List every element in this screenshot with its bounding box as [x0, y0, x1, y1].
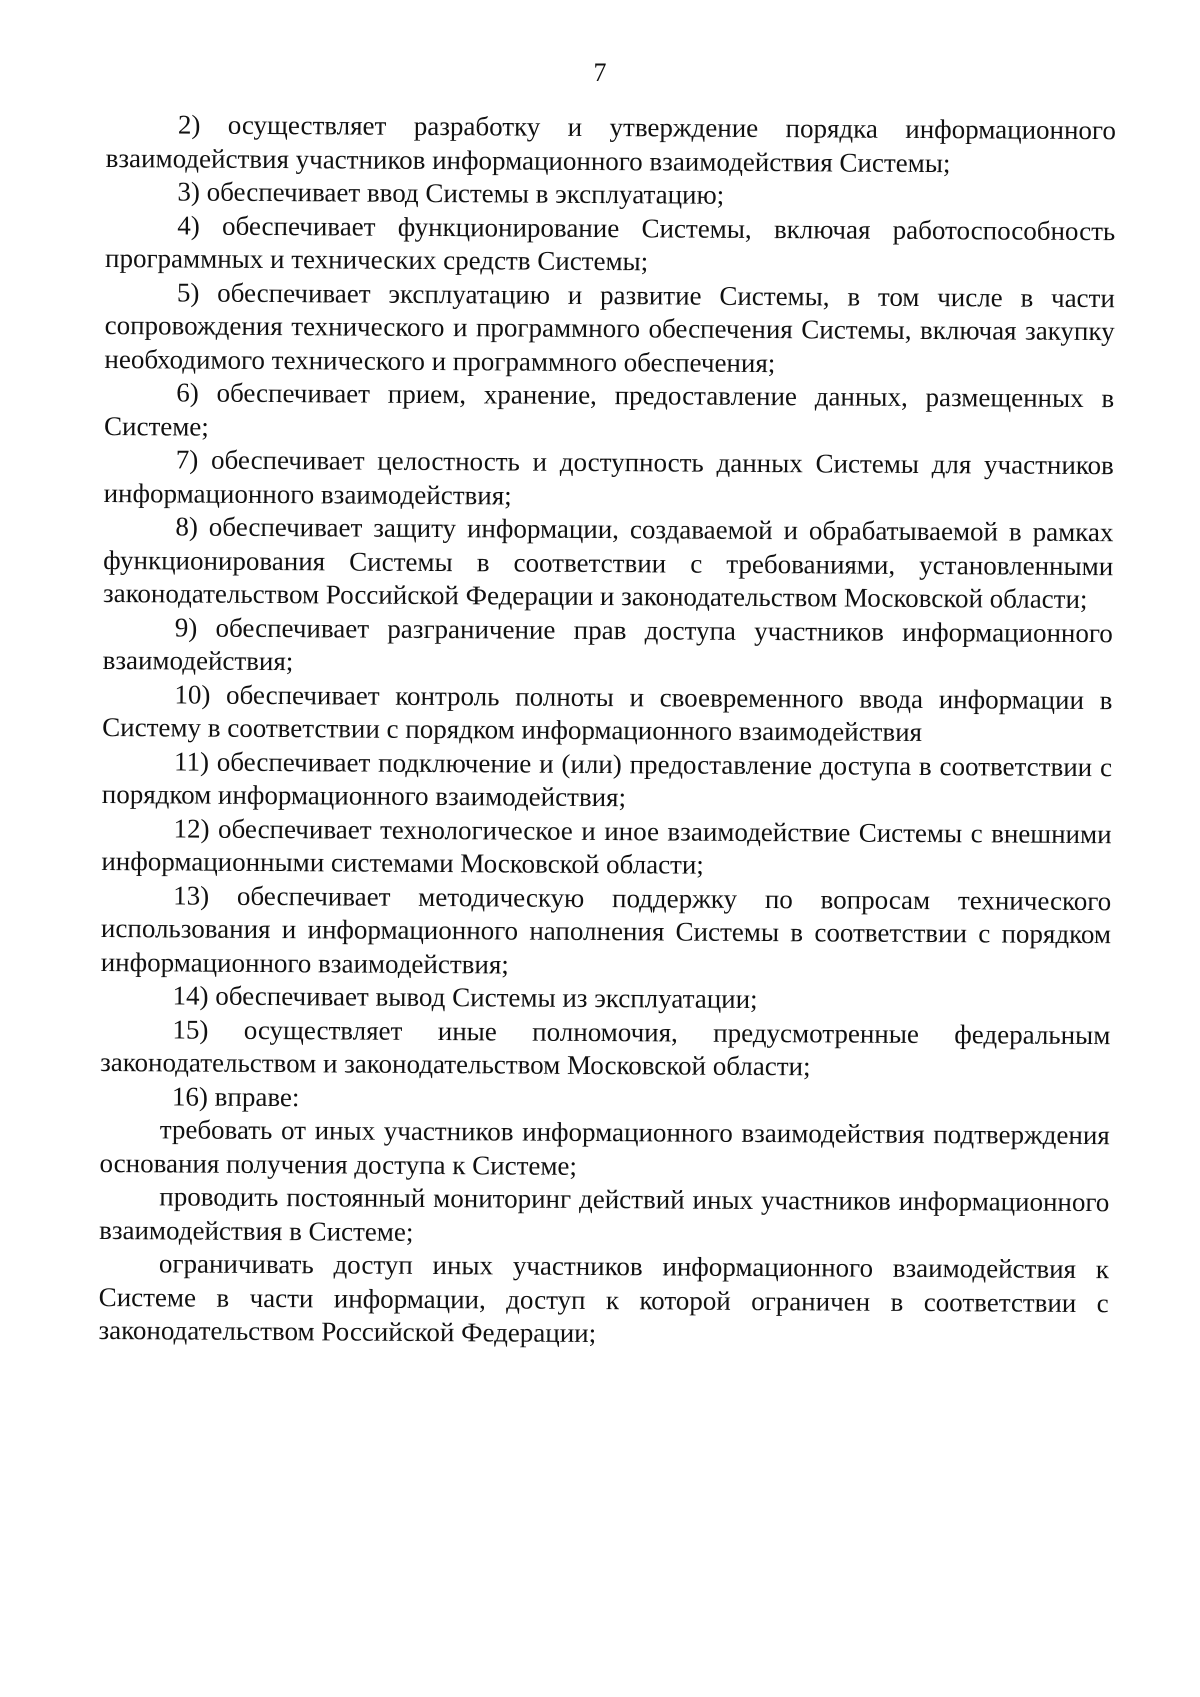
paragraph-item-12: 12) обеспечивает технологическое и иное взаимодействие Системы с внешними информационными системами Московской области;: [101, 812, 1112, 880]
paragraph-item-5: 5) обеспечивает эксплуатацию и развитие Системы, в том числе в части сопровождения технического и программного обеспечения Системы, включая закупку необходимого технического и программного обеспечения;: [104, 276, 1115, 378]
paragraph-item-4: 4) обеспечивает функционирование Системы, включая работоспособность программных и технических средств Системы;: [104, 209, 1116, 277]
paragraph-item-2: 2) осуществляет разработку и утверждение порядка информационного взаимодействия участников информационного взаимодействия Системы;: [105, 109, 1116, 178]
paragraph-item-6: 6) обеспечивает прием, хранение, предоставление данных, размещенных в Системе;: [103, 377, 1115, 442]
paragraph-item-11: 11) обеспечивает подключение и (или) предоставление доступа в соответствии с порядком информационного взаимодействия;: [101, 745, 1113, 813]
paragraph-item-10: 10) обеспечивает контроль полноты и своевременного ввода информации в Систему в соответствии с порядком информационного взаимодействия: [102, 678, 1113, 747]
paragraph-item-8: 8) обеспечивает защиту информации, создаваемой и обрабатываемой в рамках функционирования Системы в соответствии с требованиями, установленными законодательством Российской Федерации и законодательством Московской области;: [102, 511, 1114, 615]
paragraph-item-13: 13) обеспечивает методическую поддержку по вопросам технического использования и информационного наполнения Системы в соответствии с порядком информационного взаимодействия;: [100, 879, 1112, 979]
sub-paragraph-require: требовать от иных участников информационного взаимодействия подтверждения основания получения доступа к Системе;: [99, 1114, 1110, 1181]
paragraph-item-16: 16) вправе:: [171, 1080, 300, 1112]
paragraph-item-7: 7) обеспечивает целостность и доступность данных Системы для участников информационного взаимодействия;: [103, 444, 1114, 510]
document-body: [98, 108, 1116, 1354]
paragraph-item-14: 14) обеспечивает вывод Системы из эксплуатации;: [172, 980, 758, 1014]
page-number: 7: [593, 58, 607, 87]
paragraph-item-9: 9) обеспечивает разграничение прав доступа участников информационного взаимодействия;: [102, 611, 1113, 677]
paragraph-item-3: 3) обеспечивает ввод Системы в эксплуатацию;: [177, 176, 725, 210]
sub-paragraph-restrict: ограничивать доступ иных участников информационного взаимодействия к Системе в части информации, доступ к которой ограничен в соответствии с законодательством Российской Федерации;: [98, 1248, 1110, 1349]
sub-paragraph-monitor: проводить постоянный мониторинг действий иных участников информационного взаимодействия в Системе;: [99, 1181, 1110, 1247]
paragraph-item-15: 15) осуществляет иные полномочия, предусмотренные федеральным законодательством и законодательством Московской области;: [100, 1013, 1111, 1082]
